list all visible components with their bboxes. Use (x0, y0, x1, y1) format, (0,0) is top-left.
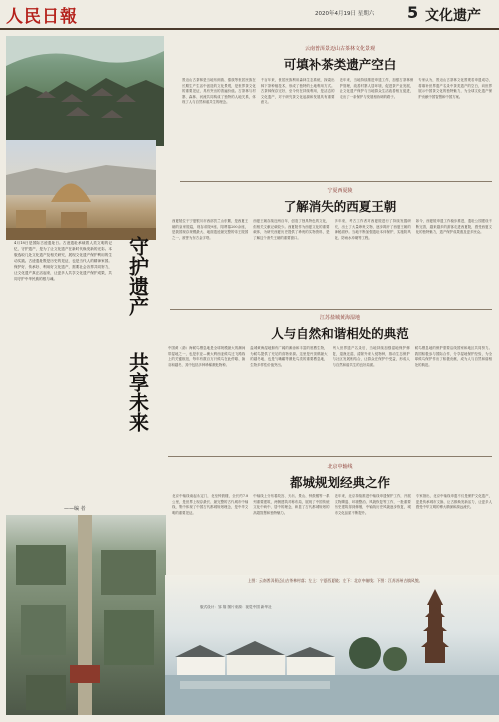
article-1-col: 近年来，当地持续推进申遗工作，加强古茶林保护管理，改善村寨人居环境，促进茶产业发展，让文化遗产保护与当地群众生活改善相互促进，走出了一条保护与发展相协调的路子。 (339, 78, 414, 99)
divider (170, 309, 492, 310)
section-title: 文化遗产 (425, 8, 481, 24)
tea-village-photo (6, 36, 164, 146)
article-4-body (172, 494, 492, 574)
dateline: 2020年4月19日 星期六 (315, 11, 375, 17)
article-2-kicker: 宁夏西夏陵 (327, 188, 353, 194)
article-2-col: 西夏王朝存续近两百年，创造了独具特色的文化，但相关文献记载较少。西夏陵作为西夏文化的重要载体，为研究西夏历史提供了珍贵的实物资料，是了解这个消失王朝的重要窗口。 (253, 219, 330, 240)
newspaper-logo: 人民日報 (6, 7, 78, 27)
article-3-body (168, 346, 492, 446)
article-1-headline: 可填补茶类遗产空白 (283, 57, 397, 72)
article-1-body (182, 78, 492, 170)
water-town-photo (165, 575, 499, 715)
masthead (0, 0, 499, 30)
divider (168, 456, 492, 457)
article-4-col: 北京中轴线南起永定门，北至钟鼓楼，全长约7.8公里，是世界上现存最长、最完整的古代城市中轴线，集中体现了中国古代都城规划理念，是中华文明的重要见证。 (172, 494, 249, 515)
article-3-headline: 人与自然和谐相处的典范 (271, 326, 409, 341)
editor-note: 4月18日是国际古迹遗址日。古迹遗址承载着人类文明的记忆，守护遗产，是为了让文化遗产在新时代焕发新的光彩。本版选取几处文化遗产及相关研究，展现文化遗产保护利用的生动实践。古迹遗址既是历史的见证，也是当代人的精神家园。保护好、传承好、利用好文化遗产，需要社会各界共同努力，让文化遗产真正活起来，让更多人共享文化遗产保护成果，共同守护中华民族的根与魂。 (14, 241, 112, 281)
design-credit: 版式设计：邹 翔 图片来源：视觉中国 新华社 (200, 605, 272, 609)
article-3-col: 中国黄（渤）海候鸟栖息地是全球规模最大的潮间带湿地之一，也是东亚—澳大利西亚候鸟迁飞路线上的关键枢纽，每年有数百万只候鸟在此停歇、换羽和越冬，其中包括多种珍稀濒危物种。 (168, 346, 246, 367)
article-3-col: 候鸟栖息地的保护需要沿线国家和地区共同努力。我国积极参与国际合作，分享湿地保护经验，为全球候鸟保护作出了积极贡献，成为人与自然和谐相处的典范。 (414, 346, 492, 367)
article-3-col: 列入世界遗产名录后，当地持续加强湿地保护修复，退渔还湿、清除外来入侵物种，推动生态保护与社区发展相结合，让群众在保护中受益，形成人与自然和谐共生的良好局面。 (332, 346, 410, 367)
article-1-col: 景迈山古茶林是当地布朗族、傣族等世居民族在长期生产生活中创造的文化景观，是世界茶文化的重要见证，具有突出的普遍价值。古茶林与村寨、森林、河流共同构成了独特的人地关系，体现了人与自然和谐共生的理念。 (182, 78, 256, 105)
article-4-col: 近年来，北京持续推进中轴线申遗保护工作，开展文物腾退、环境整治、风貌恢复等工作，一批重要历史建筑得到修缮，中轴线历史风貌逐步恢复，城市文化品质不断提升。 (334, 494, 411, 515)
feature-title-line-2: 共享未来 (125, 352, 150, 432)
xixia-tombs-photo (6, 140, 156, 240)
feature-title-line-1: 守护遗产 (125, 236, 150, 316)
article-4-col: 专家指出，北京中轴线申遗不仅是保护文化遗产，更是传承城市文脉，让古都焕发新活力，让更多人感受中华文明的博大精深和源远流长。 (415, 494, 492, 510)
page-number: 5 (407, 3, 419, 22)
article-4-kicker: 北京中轴线 (327, 464, 353, 470)
article-3-col: 盐城黄海湿地拥有广阔的滩涂和丰富的底栖生物，为候鸟提供了充足的食物来源。这里是丹顶鹤最大的越冬地，也是勺嘴鹬等濒危鸟类的重要栖息地，生物多样性价值突出。 (250, 346, 328, 367)
article-2-col: 如今，西夏陵申遗工作稳步推进，遗址公园建设不断完善，越来越多的游客走进西夏陵，感受西夏文化的独特魅力，遗产保护成果惠及更多民众。 (415, 219, 492, 235)
article-2-headline: 了解消失的西夏王朝 (283, 199, 397, 214)
article-1-kicker: 云南普洱景迈山古茶林文化景观 (304, 46, 375, 52)
article-1-col: 专家认为，景迈山古茶林文化景观若申遗成功，将填补世界遗产名录中茶类遗产的空白，向世界展示中国茶文化的独特魅力，为全球文化遗产保护贡献中国智慧和中国方案。 (418, 78, 492, 99)
article-4-col: 中轴线上分布着故宫、天坛、景山、钟鼓楼等一系列重要建筑，两侧建筑对称布局，展现了中国传统文化中尚中、居中的理念，彰显了古代都城规划的高超智慧和独特魅力。 (253, 494, 330, 515)
divider (180, 181, 492, 182)
photo-caption: 上图：云南普洱景迈山古茶林村落；左上：宁夏西夏陵；左下：北京中轴线；下图：江苏苏州古镇风貌。 (247, 578, 423, 583)
article-2-body (172, 219, 492, 311)
article-2-col: 多年来，考古工作者对西夏陵进行了持续发掘研究，出土了大量珍贵文物，逐步揭开了西夏王朝的神秘面纱。当地不断加强遗址本体保护，实施防风化、防雨水冲刷等工程。 (334, 219, 411, 240)
article-2-col: 西夏陵位于宁夏银川市西部贺兰山东麓，是西夏王朝的皇家陵寝，现存帝陵9座、陪葬墓200余座，是我国现存规模最大、地面遗迹最完整的帝王陵园之一，被誉为东方金字塔。 (172, 219, 249, 240)
beijing-axis-photo (6, 515, 166, 715)
article-3-kicker: 江苏盐城黄海湿地 (319, 315, 360, 321)
feature-title-2 (122, 352, 152, 432)
article-4-headline: 都城规划经典之作 (289, 475, 390, 490)
editor-byline: ——编 者 (64, 506, 86, 512)
feature-title (122, 236, 152, 316)
article-1-col: 千百年来，世居民族利用森林生态系统，探索出林下茶种植技术，形成了独特的土地利用方式。古茶林保存完好，至今仍在持续利用，是活态的文化遗产，对于研究茶文化起源和发展具有重要意义。 (260, 78, 335, 105)
